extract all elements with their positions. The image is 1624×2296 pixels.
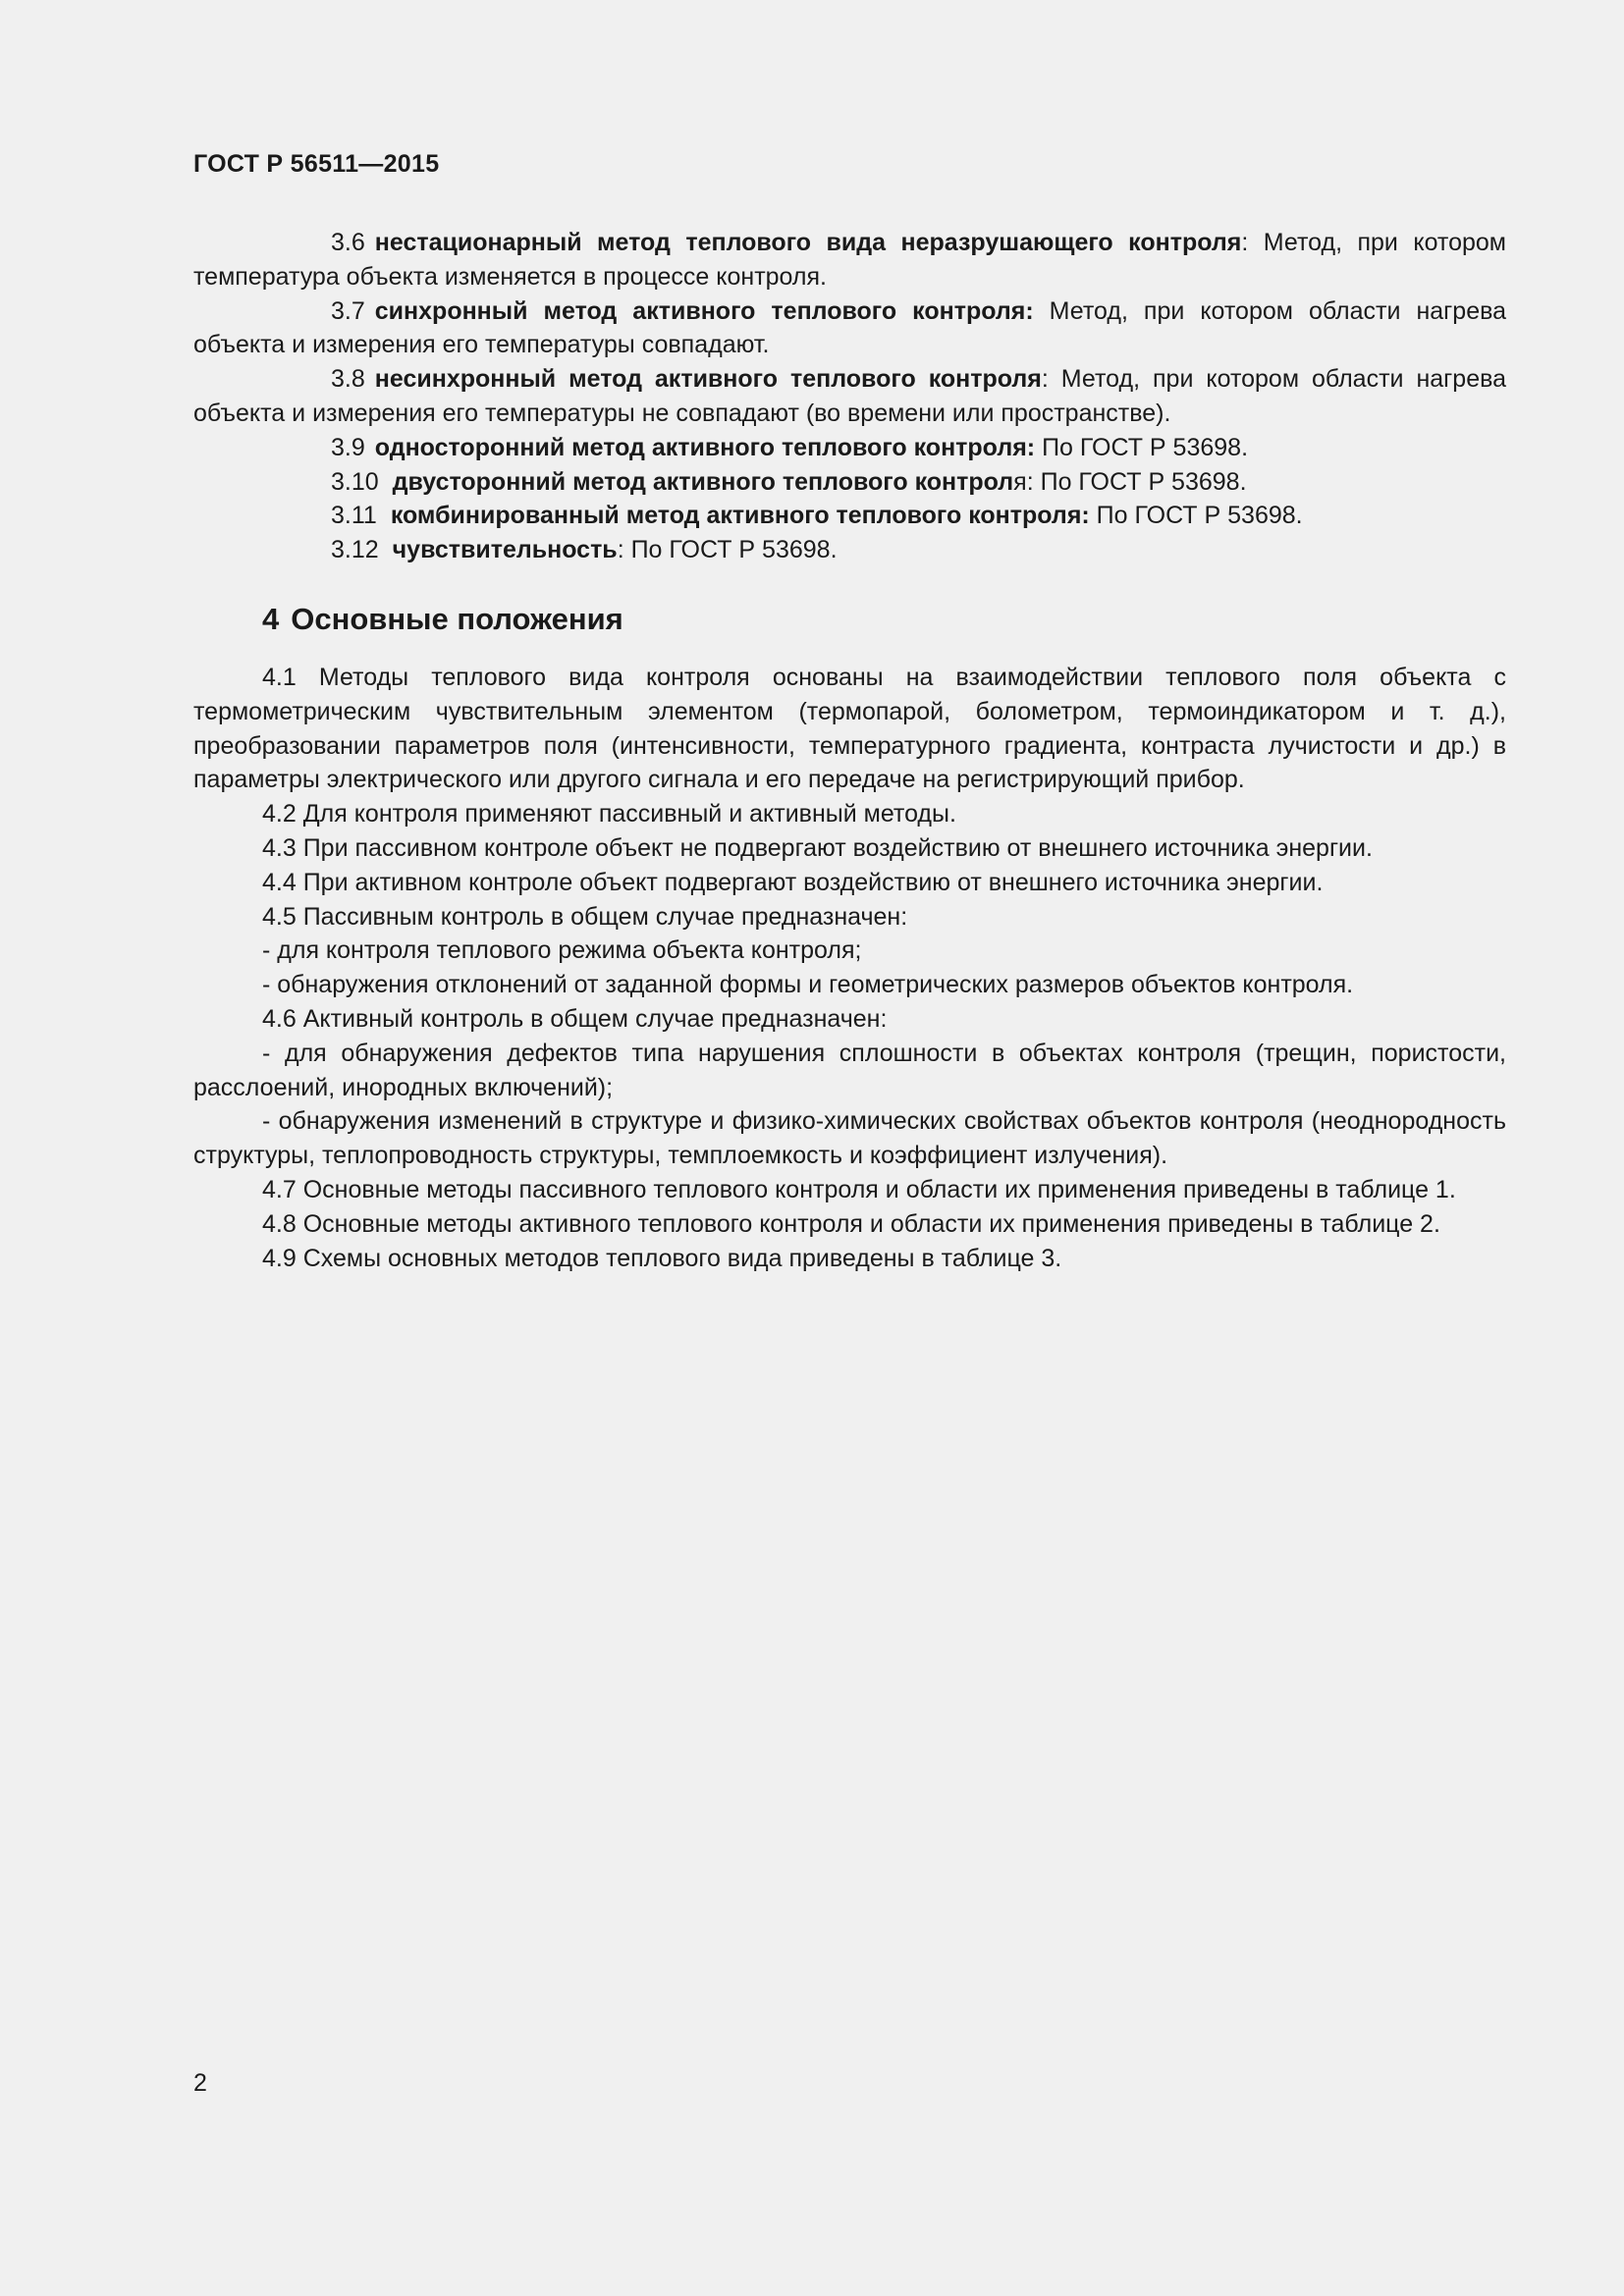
term-3-6 xyxy=(193,226,1506,294)
term-definition: По ГОСТ Р 53698. xyxy=(1035,433,1249,461)
paragraph-4-3: 4.3 При пассивном контроле объект не подвергают воздействию от внешнего источника энергии. xyxy=(262,833,1373,862)
paragraph-4-8: 4.8 Основные методы активного теплового контроля и области их применения приведены в таблице 2. xyxy=(262,1209,1440,1238)
term-number: 3.10 xyxy=(331,467,379,496)
term-separator: : xyxy=(1041,365,1049,394)
term-name: несинхронный метод активного теплового контроля xyxy=(374,365,1042,394)
term-definition: Метод, при котором области нагрева объекта и измерения его температуры не совпадают (во времени или пространстве). xyxy=(193,365,1507,427)
list-item: - обнаружения отклонений от заданной формы и геометрических размеров объектов контроля. xyxy=(262,971,1354,999)
term-definition: По ГОСТ Р 53698. xyxy=(1033,467,1247,496)
term-separator: : xyxy=(617,536,624,564)
term-3-10 xyxy=(193,465,1506,500)
list-item: - обнаружения изменений в структуре и физико-химических свойствах объектов контроля (неоднородность структуры, теплопроводность структуры, темплоемкость и коэффициент излучения). xyxy=(193,1107,1506,1170)
term-3-11 xyxy=(193,499,1506,533)
term-number: 3.11 xyxy=(331,502,377,530)
list-item: - для обнаружения дефектов типа нарушения сплошности в объектах контроля (трещин, пористости, расслоений, инородных включений); xyxy=(193,1039,1506,1101)
paragraph-4-5: 4.5 Пассивным контроль в общем случае предназначен: xyxy=(262,902,908,931)
term-3-9 xyxy=(193,431,1506,465)
section-heading xyxy=(262,600,1506,639)
term-name: нестационарный метод теплового вида неразрушающего контроля xyxy=(374,229,1242,256)
term-3-12 xyxy=(193,533,1506,567)
paragraph-4-9: 4.9 Схемы основных методов теплового вида приведены в таблице 3. xyxy=(262,1244,1062,1272)
paragraph-4-2: 4.2 Для контроля применяют пассивный и активный методы. xyxy=(262,800,956,828)
term-separator: : xyxy=(1241,229,1249,256)
section-number: 4 xyxy=(262,601,280,636)
term-definition: Метод, при котором температура объекта изменяется в процессе контроля. xyxy=(193,229,1506,291)
term-separator: я: xyxy=(1013,467,1034,496)
page-content xyxy=(193,226,1506,1275)
term-number: 3.6 xyxy=(331,229,365,256)
paragraph-4-1: 4.1 Методы теплового вида контроля основаны на взаимодействии теплового поля объекта с термометрическим чувствительным элементом (термопарой, болометром, термоиндикатором и т. д.), преобразовании параметров поля (интенсивности, температурного градиента, контраста лучистости и др.) в параметры электрического или другого сигнала и его передаче на регистрирующий прибор. xyxy=(193,663,1506,794)
term-3-7 xyxy=(193,294,1506,363)
term-number: 3.8 xyxy=(331,365,365,394)
term-name: синхронный метод активного теплового контроля: xyxy=(374,296,1034,325)
term-name: двусторонний метод активного теплового контрол xyxy=(392,467,1014,496)
page-number: 2 xyxy=(193,2069,207,2097)
term-name: комбинированный метод активного теплового контроля: xyxy=(390,502,1090,530)
paragraph-4-6: 4.6 Активный контроль в общем случае предназначен: xyxy=(262,1004,888,1033)
document-code: ГОСТ Р 56511—2015 xyxy=(193,150,440,178)
term-3-8 xyxy=(193,362,1506,431)
paragraph-4-4: 4.4 При активном контроле объект подвергают воздействию от внешнего источника энергии. xyxy=(262,868,1324,896)
term-definition: По ГОСТ Р 53698. xyxy=(623,536,838,564)
term-number: 3.12 xyxy=(331,536,379,564)
section-title: Основные положения xyxy=(291,601,623,636)
term-definition: Метод, при котором области нагрева объекта и измерения его температуры совпадают. xyxy=(193,296,1507,359)
term-name: чувствительность xyxy=(392,536,618,564)
term-name: односторонний метод активного теплового контроля: xyxy=(374,433,1036,461)
term-number: 3.7 xyxy=(331,296,365,325)
term-number: 3.9 xyxy=(331,433,365,461)
paragraph-4-7: 4.7 Основные методы пассивного теплового контроля и области их применения приведены в таблице 1. xyxy=(262,1175,1456,1203)
term-definition: По ГОСТ Р 53698. xyxy=(1089,502,1303,530)
list-item: - для контроля теплового режима объекта контроля; xyxy=(262,936,862,965)
